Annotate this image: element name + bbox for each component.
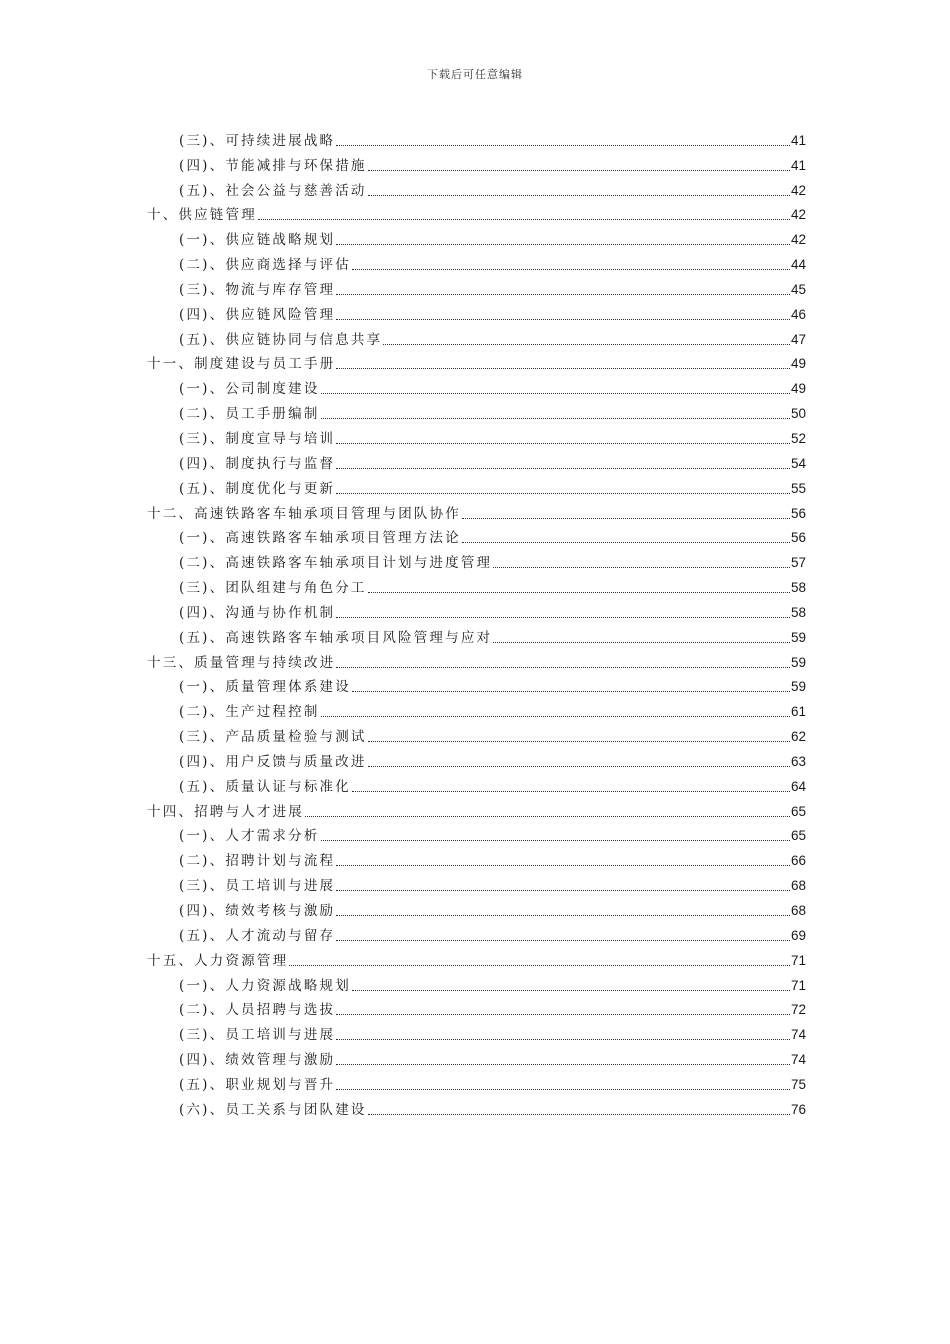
toc-dot-leader [321,716,790,717]
toc-page-number: 47 [790,331,806,347]
toc-entry-title: (五)、质量认证与标准化 [179,778,351,795]
toc-entry-title: (一)、高速铁路客车轴承项目管理方法论 [179,530,461,547]
toc-page-number: 69 [790,927,806,943]
toc-section-entry[interactable] [147,274,806,299]
toc-entry-title: (二)、人员招聘与选拔 [179,1002,336,1019]
toc-dot-leader [305,816,790,817]
toc-section-entry[interactable] [147,721,806,746]
toc-entry-title: (三)、物流与库存管理 [179,281,336,298]
toc-section-entry[interactable] [147,150,806,175]
toc-dot-leader [336,617,790,618]
toc-dot-leader [352,269,790,270]
toc-section-entry[interactable] [147,970,806,995]
toc-entry-title: 十一、制度建设与员工手册 [147,356,336,373]
page-header: 下载后可任意编辑 [427,68,523,81]
toc-entry-title: (四)、沟通与协作机制 [179,604,336,621]
toc-section-entry[interactable] [147,448,806,473]
toc-section-entry[interactable] [147,398,806,423]
toc-section-entry[interactable] [147,696,806,721]
toc-dot-leader [352,691,790,692]
toc-entry-title: (五)、人才流动与留存 [179,927,336,944]
toc-entry-title: (一)、质量管理体系建设 [179,679,351,696]
toc-dot-leader [368,741,790,742]
toc-dot-leader [352,791,790,792]
toc-entry-title: (二)、生产过程控制 [179,704,320,721]
toc-dot-leader [321,418,790,419]
toc-entry-title: (四)、供应链风险管理 [179,306,336,323]
toc-entry-title: (三)、员工培训与进展 [179,1027,336,1044]
toc-dot-leader [336,493,790,494]
toc-page-number: 58 [790,604,806,620]
toc-page-number: 52 [790,430,806,446]
toc-entry-title: 十、供应链管理 [147,207,257,224]
toc-entry-title: (三)、产品质量检验与测试 [179,729,367,746]
toc-entry-title: (四)、绩效考核与激励 [179,903,336,919]
toc-section-entry[interactable] [147,821,806,846]
toc-dot-leader [368,195,790,196]
toc-page-number: 71 [790,977,806,993]
toc-section-entry[interactable] [147,324,806,349]
toc-page-number: 46 [790,306,806,322]
toc-page-number: 41 [790,132,806,148]
toc-page-number: 68 [790,903,806,918]
toc-section-entry[interactable] [147,547,806,572]
toc-entry-title: (三)、团队组建与角色分工 [179,580,367,597]
toc-dot-leader [336,244,790,245]
toc-dot-leader [493,567,790,568]
toc-page-number: 42 [790,207,806,223]
toc-entry-title: (三)、员工培训与进展 [179,878,336,895]
toc-entry-title: (五)、社会公益与慈善活动 [179,182,367,199]
toc-section-entry[interactable] [147,771,806,796]
toc-entry-title: 十三、质量管理与持续改进 [147,654,336,671]
toc-dot-leader [321,840,790,841]
toc-entry-title: 十五、人力资源管理 [147,952,289,969]
toc-page-number: 50 [790,406,806,422]
toc-entry-title: (二)、供应商选择与评估 [179,257,351,274]
toc-page-number: 74 [790,1052,806,1068]
toc-page-number: 49 [790,381,806,397]
toc-entry-title: (三)、制度宣导与培训 [179,430,336,447]
toc-dot-leader [462,518,790,519]
toc-section-entry[interactable] [147,299,806,324]
toc-section-entry[interactable] [147,423,806,448]
toc-entry-title: (一)、供应链战略规划 [179,232,336,249]
toc-page-number: 65 [790,828,806,844]
toc-dot-leader [336,1039,790,1040]
toc-page-number: 58 [790,580,806,596]
toc-page-number: 74 [790,1027,806,1043]
toc-dot-leader [383,344,790,345]
toc-page-number: 66 [790,853,806,869]
toc-dot-leader [336,1064,790,1065]
toc-dot-leader [336,1014,790,1015]
table-of-contents [147,125,806,1119]
toc-page-number: 71 [790,952,806,968]
toc-entry-title: (四)、节能减排与环保措施 [179,157,367,174]
toc-page-number: 57 [790,555,806,571]
toc-dot-leader [368,592,790,593]
toc-entry-title: 十四、招聘与人才进展 [147,803,304,820]
toc-dot-leader [336,468,790,469]
toc-entry-title: (五)、职业规划与晋升 [179,1076,336,1093]
toc-chapter-entry[interactable] [147,647,806,672]
toc-dot-leader [336,145,790,146]
toc-page-number: 62 [790,729,806,745]
toc-page-number: 75 [790,1076,806,1092]
toc-page-number: 64 [790,778,806,794]
toc-section-entry[interactable] [147,597,806,622]
toc-page-number: 59 [790,654,806,670]
toc-entry-title: (五)、高速铁路客车轴承项目风险管理与应对 [179,629,493,646]
toc-section-entry[interactable] [147,672,806,697]
toc-page-number: 72 [790,1002,806,1018]
toc-section-entry[interactable] [147,572,806,597]
toc-dot-leader [462,542,790,543]
toc-section-entry[interactable] [147,870,806,895]
toc-chapter-entry[interactable] [147,349,806,374]
toc-dot-leader [368,170,790,171]
toc-section-entry[interactable] [147,175,806,200]
toc-page-number: 49 [790,356,806,372]
toc-section-entry[interactable] [147,1019,806,1044]
toc-section-entry[interactable] [147,249,806,274]
toc-section-entry[interactable] [147,895,806,920]
toc-entry-title: (四)、用户反馈与质量改进 [179,753,367,770]
toc-section-entry[interactable] [147,845,806,870]
toc-dot-leader [336,940,790,941]
toc-entry-title: (四)、制度执行与监督 [179,455,336,472]
toc-entry-title: (六)、员工关系与团队建设 [179,1101,367,1118]
toc-entry-title: (三)、可持续进展战略 [179,132,336,149]
toc-section-entry[interactable] [147,920,806,945]
toc-page-number: 61 [790,704,806,720]
toc-entry-title: (二)、招聘计划与流程 [179,853,336,870]
toc-page-number: 68 [790,878,806,894]
toc-dot-leader [289,965,790,966]
toc-page-number: 42 [790,182,806,198]
toc-page-number: 41 [790,157,806,173]
toc-dot-leader [336,443,790,444]
toc-chapter-entry[interactable] [147,945,806,970]
toc-page-number: 76 [790,1101,806,1117]
toc-page-number: 59 [790,679,806,695]
toc-entry-title: (一)、公司制度建设 [179,381,320,398]
toc-page-number: 65 [790,803,806,819]
toc-entry-title: (一)、人才需求分析 [179,828,320,845]
toc-page-number: 56 [790,505,806,521]
toc-dot-leader [493,642,790,643]
toc-section-entry[interactable] [147,473,806,498]
toc-entry-title: (五)、制度优化与更新 [179,480,336,497]
toc-dot-leader [336,319,790,320]
toc-dot-leader [336,294,790,295]
toc-section-entry[interactable] [147,125,806,150]
toc-page-number: 44 [790,257,806,273]
toc-dot-leader [336,667,790,668]
toc-entry-title: (一)、人力资源战略规划 [179,977,351,994]
toc-dot-leader [321,393,790,394]
toc-chapter-entry[interactable] [147,498,806,523]
toc-page-number: 55 [790,480,806,496]
toc-section-entry[interactable] [147,1044,806,1069]
toc-entry-title: (五)、供应链协同与信息共享 [179,331,383,348]
toc-page-number: 56 [790,530,806,546]
toc-dot-leader [336,1089,790,1090]
toc-dot-leader [336,865,790,866]
toc-section-entry[interactable] [147,224,806,249]
toc-section-entry[interactable] [147,373,806,398]
toc-entry-title: (二)、高速铁路客车轴承项目计划与进度管理 [179,555,493,572]
toc-page-number: 54 [790,455,806,471]
toc-page-number: 59 [790,629,806,645]
toc-dot-leader [336,915,790,916]
toc-dot-leader [352,990,790,991]
toc-entry-title: (二)、员工手册编制 [179,406,320,423]
toc-section-entry[interactable] [147,622,806,647]
toc-dot-leader [336,890,790,891]
toc-section-entry[interactable] [147,1069,806,1094]
toc-page-number: 45 [790,281,806,297]
toc-section-entry[interactable] [147,995,806,1020]
toc-entry-title: 十二、高速铁路客车轴承项目管理与团队协作 [147,505,461,522]
toc-dot-leader [258,219,790,220]
toc-page-number: 63 [790,753,806,769]
toc-entry-title: (四)、绩效管理与激励 [179,1052,336,1069]
toc-section-entry[interactable] [147,1094,806,1119]
toc-dot-leader [368,766,790,767]
toc-section-entry[interactable] [147,523,806,548]
toc-chapter-entry[interactable] [147,796,806,821]
toc-dot-leader [368,1114,790,1115]
toc-dot-leader [336,368,790,369]
toc-page-number: 42 [790,232,806,248]
toc-chapter-entry[interactable] [147,200,806,225]
toc-section-entry[interactable] [147,746,806,771]
